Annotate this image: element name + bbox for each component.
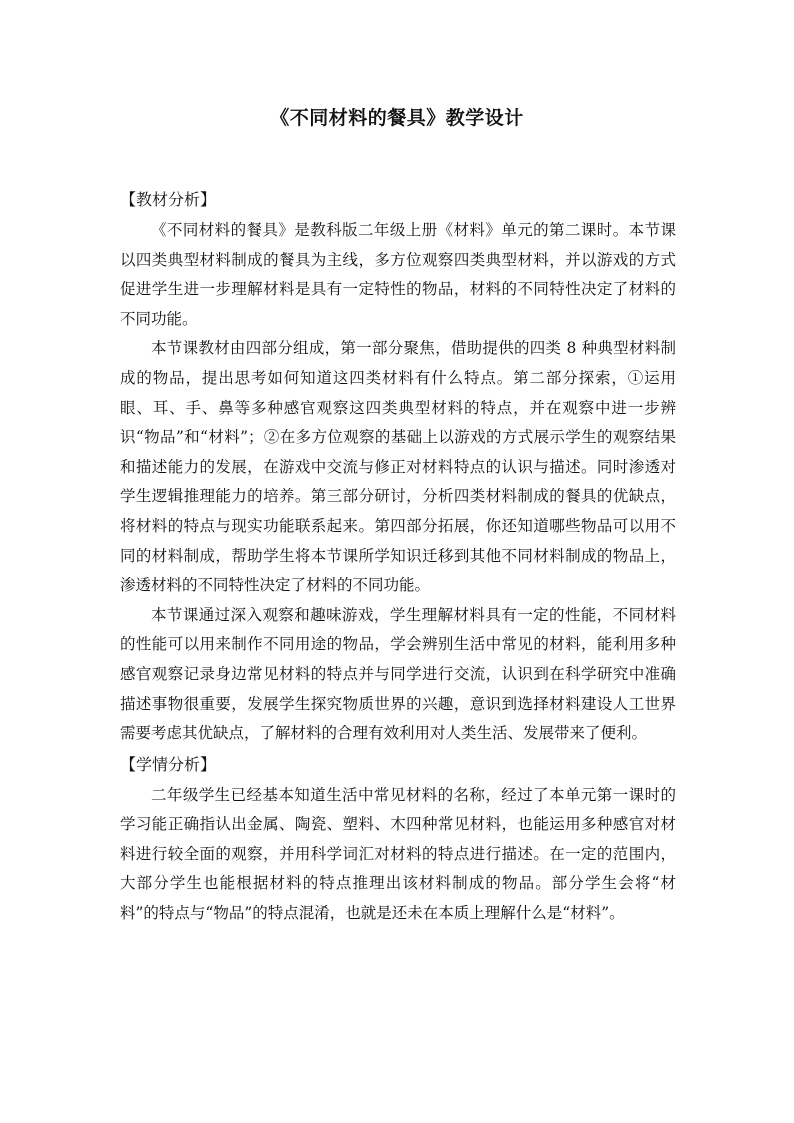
paragraph: 二年级学生已经基本知道生活中常见材料的名称，经过了本单元第一课时的学习能正确指认出金属、陶瓷、塑料、木四种常见材料，也能运用多种感官对材料进行较全面的观察，并用科学词汇对材料的特点进行描述。在一定的范围内，大部分学生也能根据材料的特点推理出该材料制成的物品。部分学生会将“材料”的特点与“物品”的特点混淆，也就是还未在本质上理解什么是“材料”。 bbox=[120, 785, 676, 923]
document-title: 《不同材料的餐具》教学设计 bbox=[270, 107, 524, 129]
paragraph: 本节课通过深入观察和趣味游戏，学生理解材料具有一定的性能，不同材料的性能可以用来制作不同用途的物品，学会辨别生活中常见的材料，能利用多种感官观察记录身边常见材料的特点并与同学进行交流，认识到在科学研究中准确描述事物很重要，发展学生探究物质世界的兴趣，意识到选择材料建设人工世界需要考虑其优缺点，了解材料的合理有效利用对人类生活、发展带来了便利。 bbox=[120, 605, 676, 743]
section-textbook-analysis bbox=[120, 184, 676, 749]
section-student-analysis bbox=[120, 749, 676, 929]
paragraph: 本节课教材由四部分组成，第一部分聚焦，借助提供的四类 8 种典型材料制成的物品，提出思考如何知道这四类材料有什么特点。第二部分探索，①运用眼、耳、手、鼻等多种感官观察这四类典型材料的特点，并在观察中进一步辨识“物品”和“材料”；②在多方位观察的基础上以游戏的方式展示学生的观察结果和描述能力的发展，在游戏中交流与修正对材料特点的认识与描述。同时渗透对学生逻辑推理能力的培养。第三部分研讨，分析四类材料制成的餐具的优缺点，将材料的特点与现实功能联系起来。第四部分拓展，你还知道哪些物品可以用不同的材料制成，帮助学生将本节课所学知识迁移到其他不同材料制成的物品上，渗透材料的不同特性决定了材料的不同功能。 bbox=[120, 339, 676, 595]
document-body bbox=[120, 184, 676, 929]
paragraph: 《不同材料的餐具》是教科版二年级上册《材料》单元的第二课时。本节课以四类典型材料制成的餐具为主线，多方位观察四类典型材料，并以游戏的方式促进学生进一步理解材料是具有一定特性的物品，材料的不同特性决定了材料的不同功能。 bbox=[120, 221, 676, 328]
section-heading: 【学情分析】 bbox=[120, 754, 217, 774]
section-heading: 【教材分析】 bbox=[120, 190, 217, 209]
